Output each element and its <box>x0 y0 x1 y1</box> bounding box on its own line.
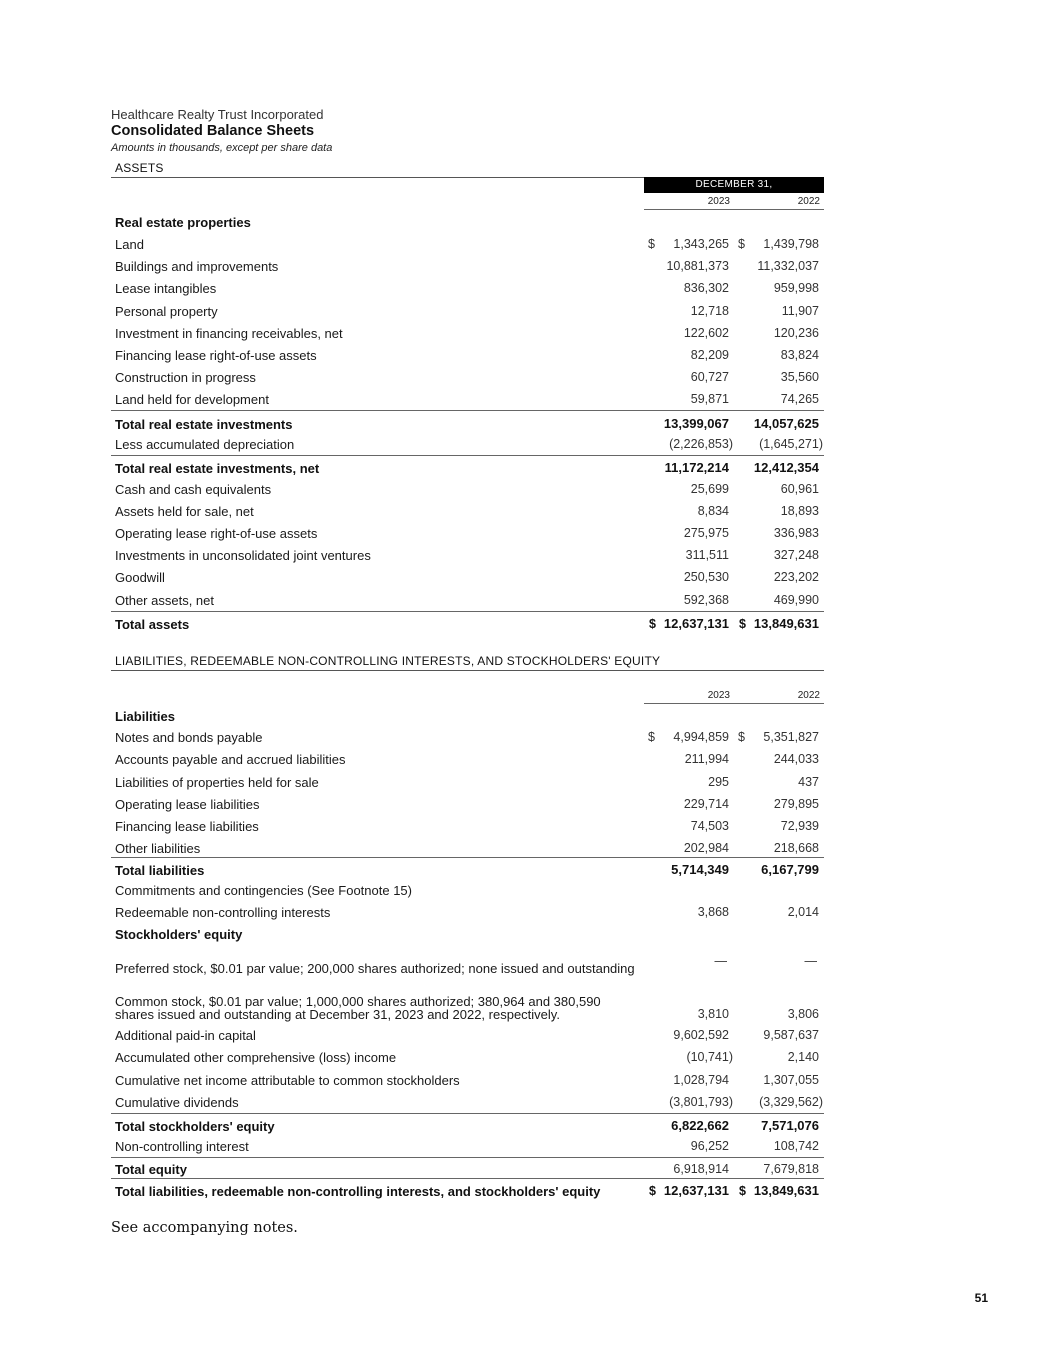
table-row <box>111 926 824 941</box>
value-2022: 35,560 <box>780 370 819 384</box>
value-2023: 59,871 <box>690 392 729 406</box>
table-row <box>111 1049 824 1064</box>
row-label: Total stockholders' equity <box>115 1119 275 1134</box>
table-row <box>111 729 824 744</box>
table-row <box>111 979 824 1021</box>
value-2023: 96,252 <box>690 1139 729 1153</box>
value-2022: 3,806 <box>787 1007 819 1021</box>
table-row <box>111 369 824 384</box>
table-row-total <box>111 410 824 431</box>
value-2023: 295 <box>708 775 729 789</box>
table-row <box>111 347 824 362</box>
value-2023: 6,918,914 <box>673 1162 729 1176</box>
value-2022: 336,983 <box>773 526 819 540</box>
row-label: Financing lease liabilities <box>115 819 259 834</box>
value-2023: (3,801,793) <box>669 1095 733 1109</box>
table-row <box>111 236 824 251</box>
value-2022: 13,849,631 <box>753 616 819 631</box>
accompanying-notes: See accompanying notes. <box>111 1220 298 1236</box>
value-2023: 12,637,131 <box>663 616 729 631</box>
value-2022: 120,236 <box>773 326 819 340</box>
table-row <box>111 708 824 723</box>
page-title: Consolidated Balance Sheets <box>111 123 315 139</box>
table-row <box>111 751 824 766</box>
table-row <box>111 840 824 855</box>
row-label: Total real estate investments, net <box>115 461 320 476</box>
value-2023: 6,822,662 <box>671 1118 729 1133</box>
value-2023: 5,714,349 <box>671 862 729 877</box>
row-label: Assets held for sale, net <box>115 504 254 519</box>
row-label: Other assets, net <box>115 593 214 608</box>
value-2023: 74,503 <box>690 819 729 833</box>
table-row-total <box>111 857 824 877</box>
value-2023: 12,637,131 <box>663 1183 729 1198</box>
value-2022: 1,307,055 <box>763 1073 819 1087</box>
table-row-total <box>111 455 824 475</box>
row-label: Notes and bonds payable <box>115 730 263 745</box>
value-2023: 250,530 <box>683 570 729 584</box>
table-row <box>111 391 824 406</box>
value-2022: 437 <box>798 775 819 789</box>
liabilities-year-2023: 2023 <box>707 690 730 701</box>
table-row-grand-total <box>111 1178 824 1198</box>
value-2022: 11,907 <box>781 304 819 318</box>
row-label: Non-controlling interest <box>115 1139 249 1154</box>
table-row <box>111 592 824 607</box>
row-label: Cash and cash equivalents <box>115 482 272 497</box>
assets-year-2023: 2023 <box>707 196 730 207</box>
table-row <box>111 1094 824 1109</box>
currency-symbol: $ <box>649 617 656 631</box>
value-2022: 83,824 <box>780 348 819 362</box>
row-label: Cumulative net income attributable to common stockholders <box>115 1073 460 1088</box>
liabilities-section-heading <box>111 652 824 671</box>
value-2023: 592,368 <box>683 593 729 607</box>
value-2023: 275,975 <box>683 526 729 540</box>
value-2022: 11,332,037 <box>757 259 819 273</box>
value-2023: 3,868 <box>697 905 729 919</box>
page-number: 51 <box>974 1291 988 1305</box>
value-2023: 202,984 <box>683 841 729 855</box>
value-2022: 959,998 <box>773 281 819 295</box>
value-2023: 1,028,794 <box>673 1073 729 1087</box>
value-2022: 223,202 <box>773 570 819 584</box>
table-row <box>111 796 824 811</box>
value-2023: 13,399,067 <box>663 416 729 431</box>
currency-symbol: $ <box>648 237 655 251</box>
value-2022: 108,742 <box>773 1139 819 1153</box>
row-label: Total liabilities <box>115 863 205 878</box>
row-label: Total liabilities, redeemable non-controlling interests, and stockholders' equity <box>115 1184 601 1199</box>
table-row <box>111 774 824 789</box>
value-2022: 6,167,799 <box>761 862 819 877</box>
value-2022: 2,140 <box>787 1050 819 1064</box>
value-2023: 211,994 <box>684 752 729 766</box>
row-label: Liabilities <box>115 709 175 724</box>
currency-symbol: $ <box>738 730 745 744</box>
value-2022: 7,679,818 <box>763 1162 819 1176</box>
amounts-note: Amounts in thousands, except per share data <box>111 142 333 154</box>
value-2022: 469,990 <box>773 593 819 607</box>
value-2022: 1,439,798 <box>763 237 819 251</box>
value-2023: 82,209 <box>690 348 729 362</box>
row-label: Less accumulated depreciation <box>115 437 295 452</box>
table-row <box>111 818 824 833</box>
value-2023: 311,511 <box>685 548 729 562</box>
row-label: Total real estate investments <box>115 417 293 432</box>
currency-symbol: $ <box>739 617 746 631</box>
row-label: Total equity <box>115 1162 187 1177</box>
row-label: Additional paid-in capital <box>115 1028 256 1043</box>
value-2022: 2,014 <box>787 905 819 919</box>
row-label: Land <box>115 237 144 252</box>
value-2023: 10,881,373 <box>666 259 729 273</box>
value-2023: 4,994,859 <box>673 730 729 744</box>
row-label: Operating lease right-of-use assets <box>115 526 318 541</box>
row-label: Commitments and contingencies (See Footnote 15) <box>115 883 412 898</box>
value-2022: 72,939 <box>780 819 819 833</box>
row-label: Redeemable non-controlling interests <box>115 905 331 920</box>
table-row-total <box>111 1157 824 1176</box>
table-row <box>111 214 824 229</box>
row-label: Preferred stock, $0.01 par value; 200,000 shares authorized; none issued and outstanding <box>115 961 635 976</box>
table-row-total <box>111 1113 824 1133</box>
row-label: Personal property <box>115 304 218 319</box>
value-2022: 14,057,625 <box>753 416 819 431</box>
table-row-total <box>111 611 824 631</box>
value-2023: 229,714 <box>683 797 729 811</box>
row-label: Liabilities of properties held for sale <box>115 775 319 790</box>
currency-symbol: $ <box>738 237 745 251</box>
value-2022: 13,849,631 <box>753 1183 819 1198</box>
assets-section-title: ASSETS <box>115 161 164 175</box>
table-row <box>111 303 824 318</box>
table-row <box>111 1027 824 1042</box>
liabilities-year-header <box>644 689 824 704</box>
value-2022: 7,571,076 <box>761 1118 819 1133</box>
value-2022: 327,248 <box>773 548 819 562</box>
table-row <box>111 325 824 340</box>
value-2022: 74,265 <box>780 392 819 406</box>
table-row <box>111 547 824 562</box>
row-label: Lease intangibles <box>115 281 217 296</box>
value-2022: 279,895 <box>773 797 819 811</box>
value-2023: 122,602 <box>683 326 729 340</box>
row-label: Buildings and improvements <box>115 259 279 274</box>
row-label: Total assets <box>115 617 190 632</box>
value-2023: 60,727 <box>690 370 729 384</box>
row-label: Land held for development <box>115 392 269 407</box>
table-row <box>111 258 824 273</box>
table-row <box>111 280 824 295</box>
value-2023: — <box>714 954 727 968</box>
row-label: Stockholders' equity <box>115 927 243 942</box>
table-row <box>111 1138 824 1153</box>
row-label: Accounts payable and accrued liabilities <box>115 752 346 767</box>
company-name: Healthcare Realty Trust Incorporated <box>111 107 324 122</box>
period-header: DECEMBER 31, <box>644 177 824 193</box>
value-2022: 218,668 <box>773 841 819 855</box>
table-row <box>111 1072 824 1087</box>
value-2023: (10,741) <box>686 1050 733 1064</box>
row-label: Goodwill <box>115 570 165 585</box>
row-label: Accumulated other comprehensive (loss) income <box>115 1050 397 1065</box>
assets-section-heading <box>111 159 824 178</box>
assets-year-header <box>644 195 824 210</box>
table-row <box>111 882 824 897</box>
value-2023: 1,343,265 <box>673 237 729 251</box>
value-2022: 18,893 <box>780 504 819 518</box>
table-row <box>111 525 824 540</box>
row-label: Common stock, $0.01 par value; 1,000,000 shares authorized; 380,964 and 380,590 shares issued and outstanding at December 31, 2023 and 2022, respectively. <box>115 994 601 1022</box>
value-2023: 11,172,214 <box>664 460 729 475</box>
table-row <box>111 503 824 518</box>
table-row <box>111 436 824 451</box>
value-2023: 836,302 <box>683 281 729 295</box>
value-2023: 8,834 <box>697 504 729 518</box>
row-label: Operating lease liabilities <box>115 797 260 812</box>
liabilities-year-2022: 2022 <box>797 690 820 701</box>
assets-year-2022: 2022 <box>797 196 820 207</box>
currency-symbol: $ <box>739 1184 746 1198</box>
value-2022: 5,351,827 <box>763 730 819 744</box>
value-2022: (1,645,271) <box>759 437 823 451</box>
value-2023: (2,226,853) <box>669 437 733 451</box>
value-2022: 12,412,354 <box>753 460 819 475</box>
value-2022: — <box>804 954 817 968</box>
table-row <box>111 946 824 975</box>
value-2023: 12,718 <box>690 304 729 318</box>
table-row <box>111 904 824 919</box>
value-2023: 9,602,592 <box>673 1028 729 1042</box>
liabilities-section-title: LIABILITIES, REDEEMABLE NON-CONTROLLING INTERESTS, AND STOCKHOLDERS' EQUITY <box>115 654 661 668</box>
value-2022: 60,961 <box>780 482 819 496</box>
row-label: Investments in unconsolidated joint ventures <box>115 548 371 563</box>
currency-symbol: $ <box>648 730 655 744</box>
value-2022: 9,587,637 <box>763 1028 819 1042</box>
table-row <box>111 481 824 496</box>
row-label: Real estate properties <box>115 215 251 230</box>
value-2023: 3,810 <box>697 1007 729 1021</box>
row-label: Other liabilities <box>115 841 201 856</box>
row-label: Cumulative dividends <box>115 1095 239 1110</box>
currency-symbol: $ <box>649 1184 656 1198</box>
row-label: Financing lease right-of-use assets <box>115 348 317 363</box>
value-2022: (3,329,562) <box>759 1095 823 1109</box>
value-2022: 244,033 <box>773 752 819 766</box>
value-2023: 25,699 <box>690 482 729 496</box>
row-label: Construction in progress <box>115 370 256 385</box>
table-row <box>111 569 824 584</box>
row-label: Investment in financing receivables, net <box>115 326 343 341</box>
